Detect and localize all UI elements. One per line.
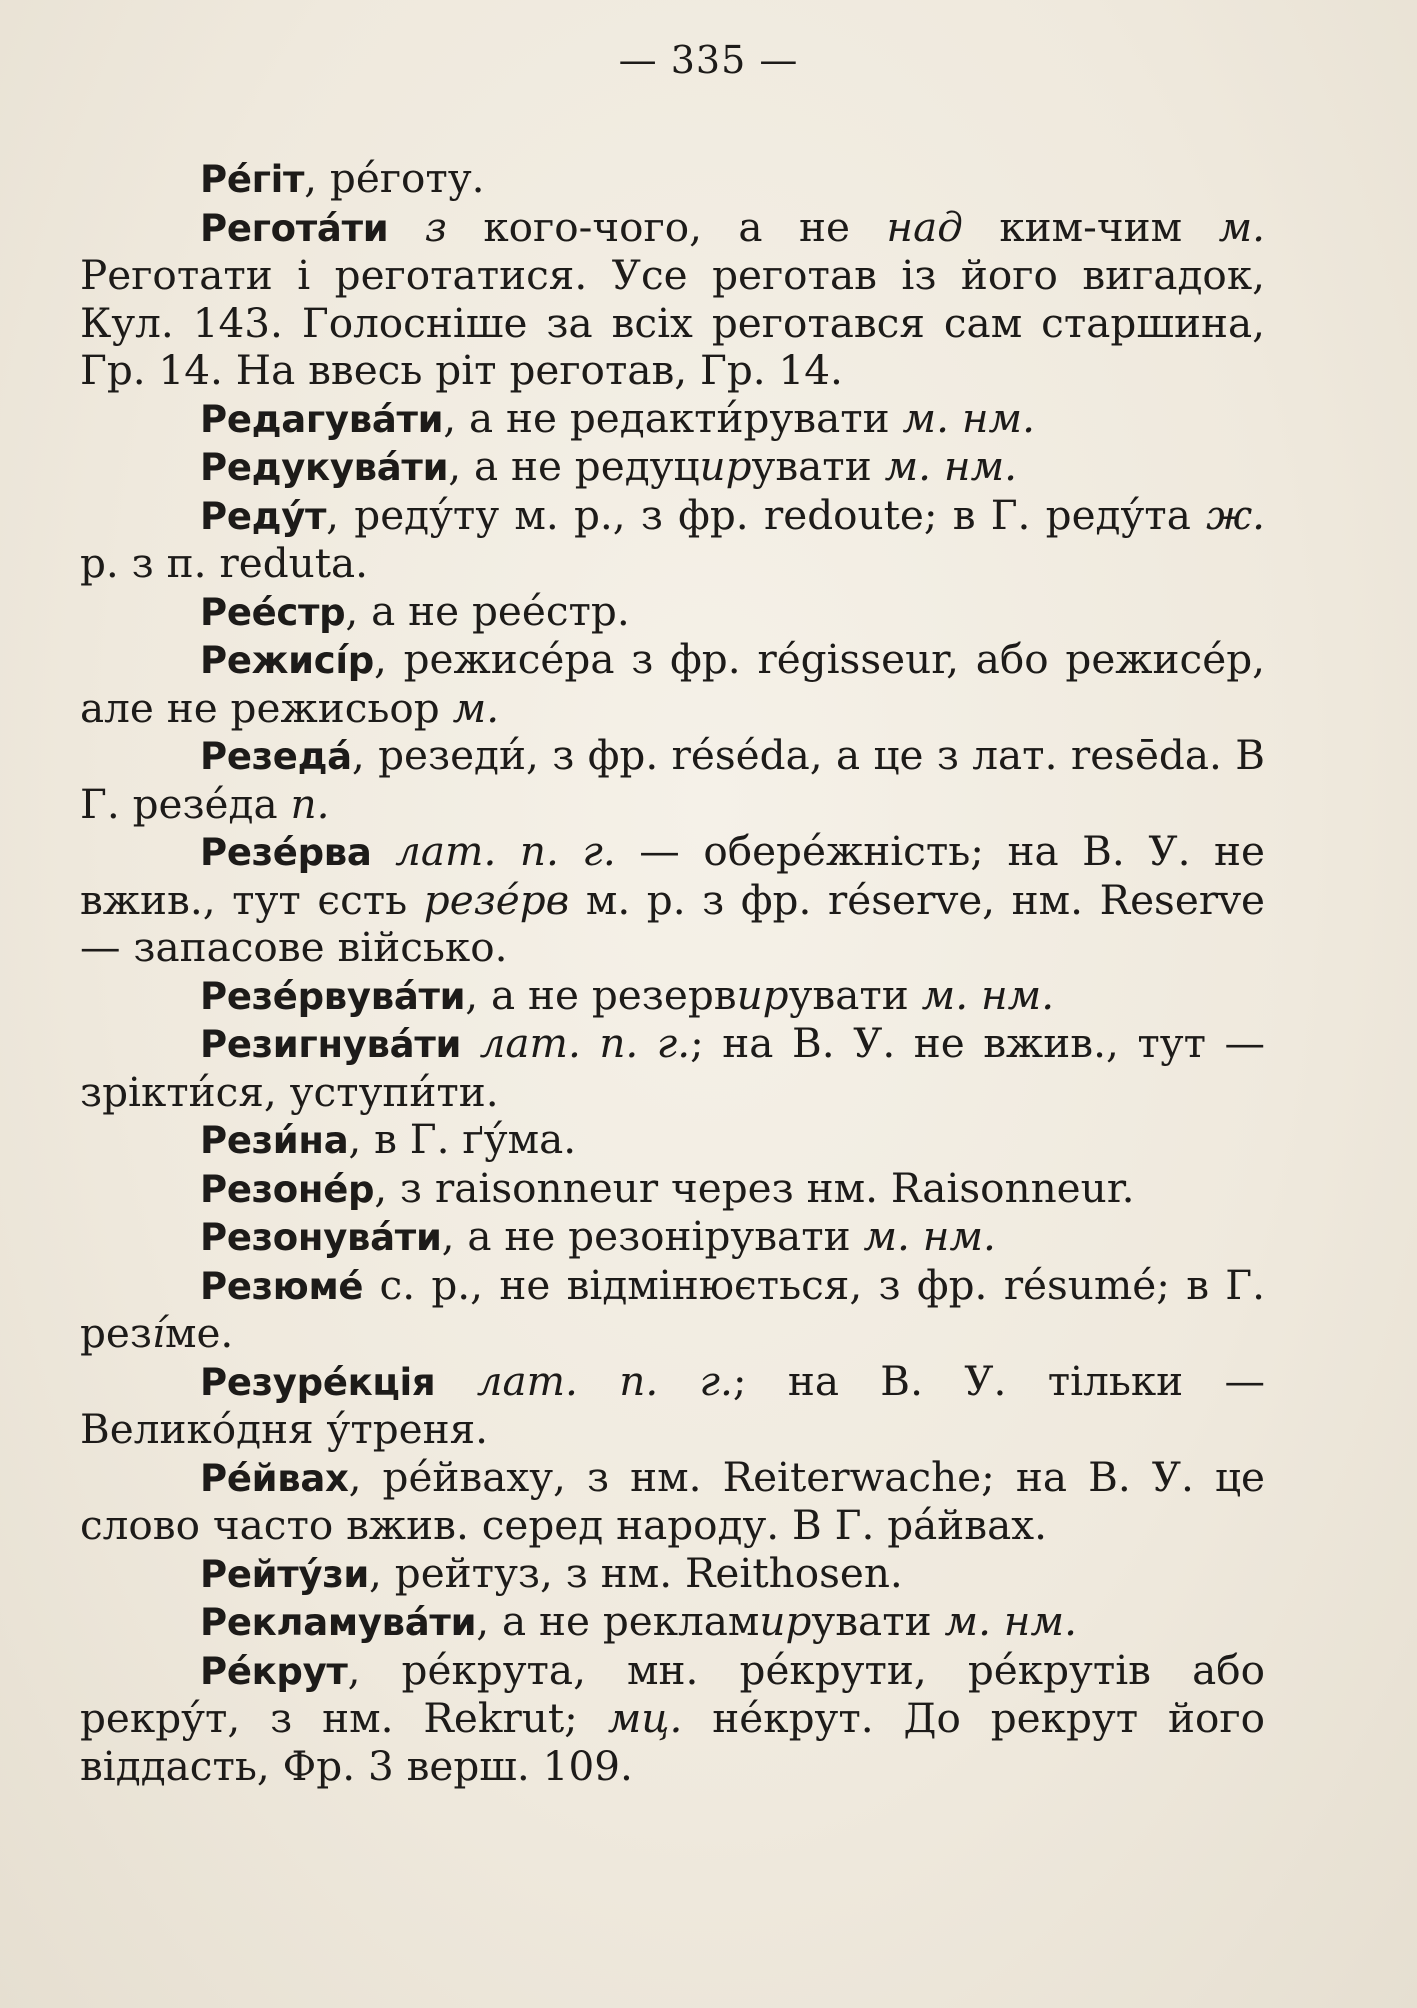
entry: Редагува́ти, а не редакти́рувати м. нм. bbox=[200, 393, 1035, 442]
entry: Резе́рва лат. п. г. — обере́жність; на В. У. не вжив., тут єсть резе́рв м. р. з фр. réserve, нм. Reserve — запасове військо. bbox=[80, 827, 1265, 971]
entry: Регота́ти з кого-чого, а не над ким-чим м. Реготати і реготатися. Усе реготав із його вигадок, Кул. 143. Голосніше за всіх реготався сам старшина, Гр. 14. На ввесь ріт реготав, Гр. 14. bbox=[80, 202, 1266, 394]
headword: Рекламува́ти bbox=[200, 1601, 477, 1644]
page-number: — 335 — bbox=[618, 38, 799, 82]
headword: Резе́рвува́ти bbox=[200, 974, 466, 1018]
headword: Реду́т bbox=[200, 494, 327, 538]
entry: Рейту́зи, рейтуз, з нм. Reithosen. bbox=[200, 1548, 903, 1597]
entry: Ре́гіт, ре́готу. bbox=[200, 154, 485, 202]
headword: Резе́рва bbox=[200, 831, 372, 874]
headword: Рези́на bbox=[200, 1119, 349, 1162]
entry: Резе́рвува́ти, а не резервирувати м. нм. bbox=[200, 970, 1055, 1019]
entry: Режисі́р, режисе́ра з фр. régisseur, або режисе́р, але не режисьор м. bbox=[80, 635, 1265, 732]
headword: Регота́ти bbox=[200, 206, 389, 250]
entry: Резигнува́ти лат. п. г.; на В. У. не вжив., тут — зрікти́ся, уступи́ти. bbox=[80, 1019, 1265, 1116]
headword: Резеда́ bbox=[200, 735, 352, 778]
entry: Резоне́р, з raisonneur через нм. Raisonneur. bbox=[200, 1163, 1135, 1212]
entry: Ре́крут, ре́крута, мн. ре́крути, ре́крутів або рекру́т, з нм. Rekrut; мц. не́крут. До рекрут його віддасть, Фр. 3 верш. 109. bbox=[80, 1645, 1265, 1790]
headword: Резоне́р bbox=[200, 1167, 375, 1211]
entry: Резюме́ с. р., не відмінюється, з фр. résumé; в Г. резі́ме. bbox=[80, 1260, 1265, 1357]
headword: Резигнува́ти bbox=[200, 1023, 462, 1066]
entry: Резеда́, резеди́, з фр. réséda, а це з лат. resēda. В Г. резе́да п. bbox=[80, 731, 1265, 828]
entry: Рекламува́ти, а не рекламирувати м. нм. bbox=[200, 1597, 1077, 1645]
entry: Резуре́кція лат. п. г.; на В. У. тільки — Великóдня у́треня. bbox=[80, 1356, 1265, 1453]
entry: Ре́йвах, ре́йваху, з нм. Reiterwache; на В. У. це слово часто вжив. серед народу. В Г. ра́йвах. bbox=[80, 1452, 1265, 1549]
entries-column bbox=[80, 155, 1265, 1790]
entry: Резонува́ти, а не резонірувати м. нм. bbox=[200, 1212, 996, 1260]
entry: Рее́стр, а не рее́стр. bbox=[200, 586, 630, 635]
headword: Рейту́зи bbox=[200, 1552, 370, 1596]
entry: Редукува́ти, а не редуцирувати м. нм. bbox=[200, 442, 1018, 490]
headword: Ре́крут bbox=[200, 1649, 348, 1693]
headword: Рее́стр bbox=[200, 590, 346, 634]
entry: Реду́т, реду́ту м. р., з фр. redoute; в Г. реду́та ж. р. з п. reduta. bbox=[80, 490, 1265, 587]
headword: Ре́йвах bbox=[200, 1456, 349, 1500]
headword: Редукува́ти bbox=[200, 446, 449, 489]
entry: Рези́на, в Г. ґу́ма. bbox=[200, 1115, 577, 1163]
headword: Резонува́ти bbox=[200, 1216, 442, 1259]
headword: Режисі́р bbox=[200, 639, 374, 682]
headword: Резуре́кція bbox=[200, 1360, 436, 1404]
headword: Ре́гіт bbox=[200, 158, 305, 201]
headword: Редагува́ти bbox=[200, 397, 444, 441]
headword: Резюме́ bbox=[200, 1264, 364, 1308]
